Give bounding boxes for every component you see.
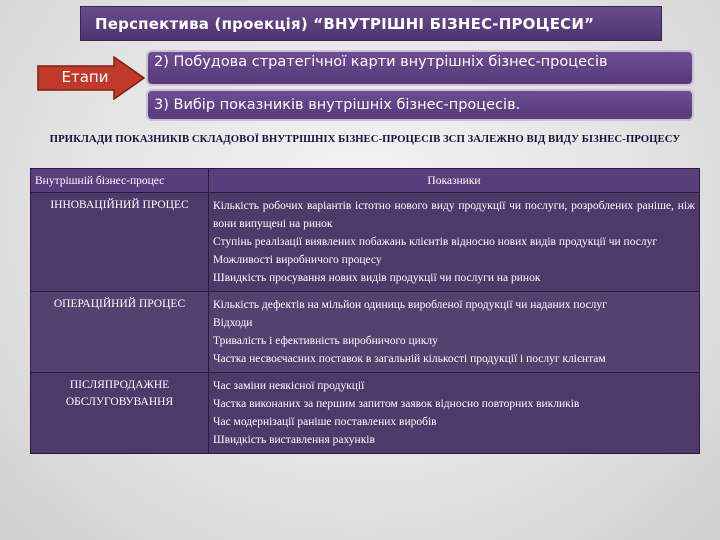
indicators-cell bbox=[209, 373, 700, 454]
indicator-item: Можливості виробничого процесу bbox=[213, 254, 382, 266]
indicator-item: Кількість дефектів на мільйон одиниць виробленої продукції чи наданих послуг bbox=[213, 299, 607, 311]
indicator-item: Відходи bbox=[213, 317, 253, 329]
indicator-item: Час модернізації раніше поставлених виробів bbox=[213, 416, 437, 428]
indicators-cell bbox=[209, 292, 700, 373]
table-row bbox=[31, 193, 700, 292]
process-cell: ПІСЛЯПРОДАЖНЕ ОБСЛУГОВУВАННЯ bbox=[31, 373, 209, 454]
step-3-box: 3) Вибір показників внутрішніх бізнес-процесів. bbox=[146, 89, 694, 121]
indicator-item: Частка виконаних за першим запитом заявок відносно повторних викликів bbox=[213, 398, 580, 410]
indicator-item: Швидкість просування нових видів продукції чи послуги на ринок bbox=[213, 272, 541, 284]
indicators-cell bbox=[209, 193, 700, 292]
stage-label: Етапи bbox=[61, 68, 109, 86]
column-header-indicators: Показники bbox=[209, 169, 700, 193]
indicator-item: Час заміни неякісної продукції bbox=[213, 380, 365, 392]
indicator-item: Частка несвоєчасних поставок в загальній кількості продукції і послуг клієнтам bbox=[213, 353, 606, 365]
indicator-item: Ступінь реалізації виявлених побажань клієнтів відносно нових видів продукції чи послуг bbox=[213, 236, 658, 248]
column-header-process: Внутрішній бізнес-процес bbox=[31, 169, 209, 193]
slide-title: Перспектива (проекція) “ВНУТРІШНІ БІЗНЕС-ПРОЦЕСИ” bbox=[80, 6, 662, 41]
table-row bbox=[31, 292, 700, 373]
indicator-item: Тривалість і ефективність виробничого циклу bbox=[213, 335, 438, 347]
section-heading: ПРИКЛАДИ ПОКАЗНИКІВ СКЛАДОВОЇ ВНУТРІШНІХ БІЗНЕС-ПРОЦЕСІВ ЗСП ЗАЛЕЖНО ВІД ВИДУ БІЗНЕС-ПРОЦЕСУ bbox=[49, 133, 681, 145]
table-header-row bbox=[31, 169, 700, 193]
indicator-item: Кількість робочих варіантів істотно нового виду продукції чи послуги, розроблених раніше, ніж вони випущені на ринок bbox=[213, 200, 695, 230]
indicators-table bbox=[30, 168, 700, 454]
table-row bbox=[31, 373, 700, 454]
process-cell: ОПЕРАЦІЙНИЙ ПРОЦЕС bbox=[31, 292, 209, 373]
step-2-box: 2) Побудова стратегічної карти внутрішніх бізнес-процесів bbox=[146, 50, 694, 86]
process-cell: ІННОВАЦІЙНИЙ ПРОЦЕС bbox=[31, 193, 209, 292]
indicator-item: Швидкість виставлення рахунків bbox=[213, 434, 375, 446]
